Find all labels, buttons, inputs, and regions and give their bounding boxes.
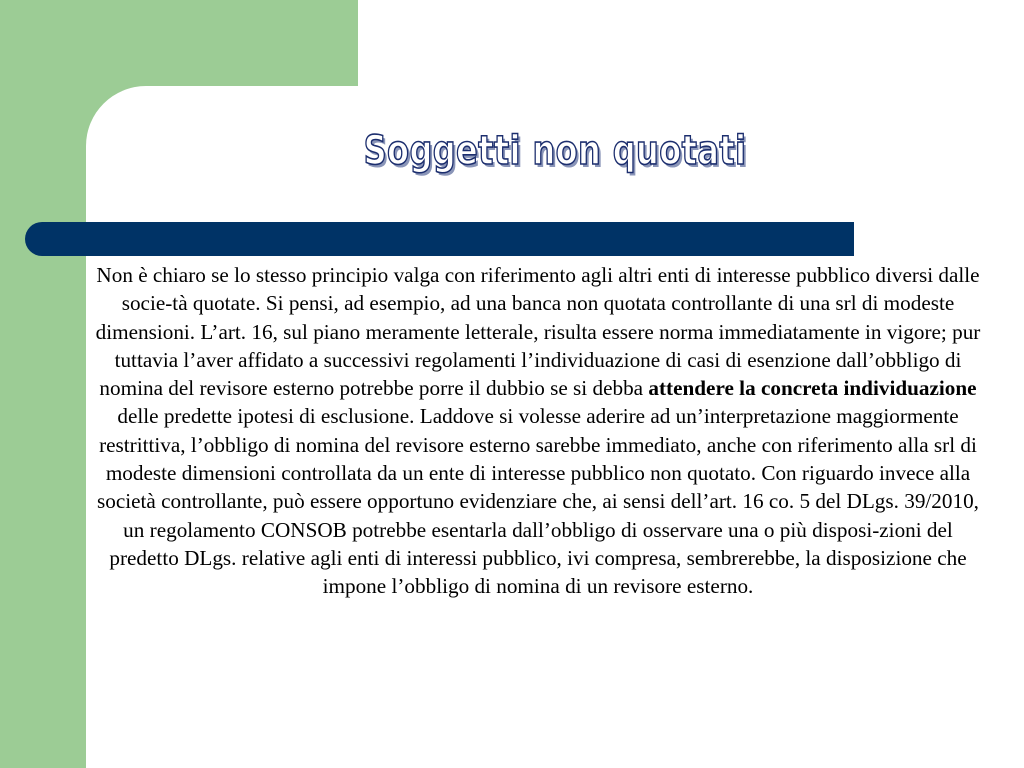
slide-title: Soggetti non quotati [363,128,747,174]
slide-header-area [358,0,1024,90]
slide-body-text [88,261,988,601]
title-divider-bar [25,222,854,256]
body-text-emphasis: attendere la concreta individuazione [648,376,977,401]
body-text-part-1: Non è chiaro se lo stesso principio valga con riferimento agli altri enti di interesse pubblico diversi dalle socie-tà quotate. Si pensi, ad esempio, ad una banca non quotata controllante di una srl di modeste dimensioni. L’art. 16, sul piano meramente letterale, risulta essere norma immediatamente in vigore; pur tuttavia l’aver affidato a successivi regolamenti l’individuazione di casi di esenzione dall’obbligo di nomina del revisore esterno potrebbe porre il dubbio se si debba [95,263,981,401]
body-text-part-2: delle predette ipotesi di esclusione. Laddove si volesse aderire ad un’interpretazione maggiormente restrittiva, l’obbligo di nomina del revisore esterno sarebbe immediato, anche con riferimento alla srl di modeste dimensioni controllata da un ente di interesse pubblico non quotato. Con riguardo invece alla società controllante, può essere opportuno evidenziare che, ai sensi dell’art. 16 co. 5 del DLgs. 39/2010, un regolamento CONSOB potrebbe esentarla dall’obbligo di osservare una o più disposi-zioni del predetto DLgs. relative agli enti di interessi pubblico, ivi compresa, sembrerebbe, la disposizione che impone l’obbligo di nomina di un revisore esterno. [97,404,979,599]
